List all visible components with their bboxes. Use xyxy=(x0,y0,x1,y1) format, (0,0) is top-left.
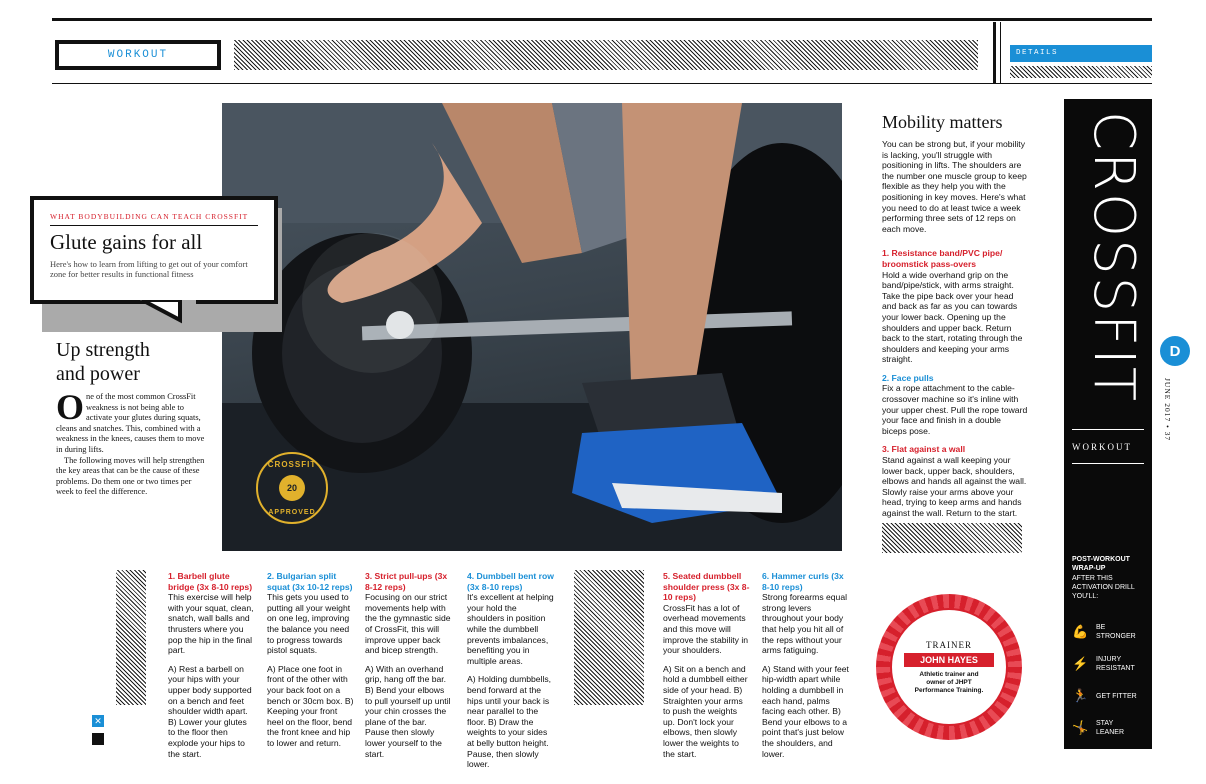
sidebar xyxy=(1064,99,1152,749)
lean-figure-icon: 🤸 xyxy=(1072,720,1089,735)
trainer-label: TRAINER xyxy=(926,640,972,650)
benefit-item xyxy=(1072,680,1148,712)
details-label: DETAILS xyxy=(1010,45,1152,62)
exercise-title: 2. Bulgarian split squat (3x 10-12 reps) xyxy=(267,571,353,592)
exercise-2 xyxy=(267,571,355,757)
exercise-steps: A) Sit on a bench and hold a dumbbell either side of your head. B) Straighten your arms to push the weights up. Don't lock your elbows, then slowly lower the weights to the start. xyxy=(663,663,748,759)
feature-title: Glute gains for all xyxy=(50,230,203,254)
feature-deck: Here's how to learn from lifting to get out of your comfort zone for better results in functional fitness xyxy=(50,259,248,279)
sidebar-big-title: CROSSFIT xyxy=(1081,111,1146,404)
crossfit-approved-badge xyxy=(256,452,328,524)
exercise-steps: A) With an overhand grip, hang off the bar. B) Bend your elbows to pull yourself up until your chin crosses the plane of the bar. Pause then slowly lower yourself to the start. xyxy=(365,663,451,759)
badge-number: 20 xyxy=(286,483,297,493)
close-icon: ✕ xyxy=(92,715,104,727)
mobility-item-body: Fix a rope attachment to the cable-crossover machine so it's inline with your upper chest. Pull the rope toward your face and finish in a double biceps pose. xyxy=(882,383,1028,436)
exercise-5 xyxy=(663,571,751,767)
exercise-steps: A) Holding dumbbells, bend forward at the hips until your back is near parallel to the floor. B) Draw the weights to your sides at belly button height. Pause, then slowly lower. xyxy=(467,674,552,770)
exercise-title: 3. Strict pull-ups (3x 8-12 reps) xyxy=(365,571,448,592)
speech-pointer xyxy=(140,300,200,328)
wrapup-title: POST-WORKOUT WRAP-UP xyxy=(1072,556,1130,572)
exercise-title: 6. Hammer curls (3x 8-10 reps) xyxy=(762,571,844,592)
trainer-seal xyxy=(876,594,1022,740)
benefit-item xyxy=(1072,712,1148,744)
exercise-3 xyxy=(365,571,453,767)
exercise-pattern xyxy=(116,570,146,705)
header-bottom-rule xyxy=(52,83,1152,84)
benefit-text: GET FITTER xyxy=(1096,692,1137,700)
kettlebell-icon xyxy=(279,475,305,501)
wrapup-subtitle: AFTER THIS ACTIVATION DRILL YOU'LL: xyxy=(1072,575,1135,600)
exercise-intro: CrossFit has a lot of overhead movements and this move will improve the stability in your shoulders. xyxy=(663,602,749,656)
exercise-steps: A) Place one foot in front of the other with your back foot on a bench or 30cm box. B) Keeping your front heel on the floor, bend the front knee and hip to lower and return. xyxy=(267,663,354,748)
sidebar-section: WORKOUT xyxy=(1072,442,1132,452)
badge-top-text: CROSSFIT xyxy=(267,460,317,469)
exercise-intro: This gets you used to putting all your weight on one leg, improving the balance you need to progress towards pistol squats. xyxy=(267,592,351,656)
header-divider xyxy=(993,22,996,84)
exercise-pattern-center xyxy=(574,570,644,705)
intro-paragraph: ne of the most common CrossFit weakness is not being able to activate your glutes during squats, cleans and snatches. This, combined with a weakness in the knees, causes them to move in during lifts. xyxy=(56,392,205,454)
trainer-name: JOHN HAYES xyxy=(904,653,994,667)
benefit-text: BE STRONGER xyxy=(1096,624,1136,640)
mobility-item-title: 3. Flat against a wall xyxy=(882,444,966,455)
trainer-bio: Athletic trainer and owner of JHPT Performance Training. xyxy=(914,671,984,694)
benefit-text: STAY LEANER xyxy=(1096,720,1125,736)
exercise-1 xyxy=(168,571,256,767)
exercise-6 xyxy=(762,571,852,767)
details-pattern xyxy=(1010,66,1152,78)
exercise-steps: A) Rest a barbell on your hips with your upper body supported on a bench and feet shoulder width apart. B) Lower your glutes to the floor then explode your hips to the start. xyxy=(168,663,252,759)
section-tab xyxy=(55,40,221,70)
exercise-title: 5. Seated dumbbell shoulder press (3x 8-10 reps) xyxy=(663,571,750,603)
mobility-title: Mobility matters xyxy=(882,112,1003,132)
mobility-pattern xyxy=(882,523,1022,553)
benefit-item xyxy=(1072,648,1148,680)
intro-paragraph-2: The following moves will help strengthen the key areas that can be the cause of these problems. Do them one or two times per week to feel the difference. xyxy=(56,455,205,497)
top-rule xyxy=(52,18,1152,21)
benefit-item xyxy=(1072,616,1148,648)
exercise-intro: This exercise will help with your squat, clean, snatch, wall balls and thrusters where you pop the hip in the final part. xyxy=(168,592,254,656)
lightning-icon: ⚡ xyxy=(1072,656,1089,671)
mobility-item-title: 2. Face pulls xyxy=(882,372,934,383)
exercise-steps: A) Stand with your feet hip-width apart while holding a dumbbell in each hand, palms facing each other. B) Bend your elbows to a point that's just below the shoulders, and lower. xyxy=(762,663,849,759)
mobility-section xyxy=(882,112,1028,519)
mobility-intro: You can be strong but, if your mobility is lacking, you'll struggle with positioning in lifts. The shoulders are the number one muscle group to keep flexible as they help you with the positioning in key moves. Here's what you need to do at least twice a week performing three sets of 12 reps on each move. xyxy=(882,139,1027,234)
benefit-text: INJURY RESISTANT xyxy=(1096,656,1135,672)
mobility-item-body: Hold a wide overhand grip on the band/pipe/stick, with arms straight. Take the pipe back over your head and back as far as you can towards your lower back. Opening up the shoulders and upper back. Return back to the start, rotating through the shoulders and keeping your arms straight. xyxy=(882,269,1023,365)
feature-kicker: WHAT BODYBUILDING CAN TEACH CROSSFIT xyxy=(50,212,258,226)
exercise-4 xyxy=(467,571,555,778)
intro-body xyxy=(56,387,206,498)
header-pattern xyxy=(234,40,978,70)
exercise-title: 1. Barbell glute bridge (3x 8-10 reps) xyxy=(168,571,253,592)
intro-heading: Up strength and power xyxy=(56,339,150,385)
benefit-list xyxy=(1072,616,1148,744)
exercise-intro: Strong forearms equal strong levers throughout your body that help you hit all of the reps without your arms fatiguing. xyxy=(762,592,848,656)
badge-bottom-text: APPROVED xyxy=(268,509,316,516)
exercise-title: 4. Dumbbell bent row (3x 8-10 reps) xyxy=(467,571,554,592)
exercise-intro: Focusing on our strict movements help with the the gymnastic side of CrossFit, this will improve upper back and bicep strength. xyxy=(365,592,451,656)
mobility-item-title: 1. Resistance band/PVC pipe/ broomstick pass-overs xyxy=(882,248,1003,269)
end-square-icon xyxy=(92,733,104,745)
folio-text: JUNE 2017 • 37 xyxy=(1163,378,1172,442)
drop-cap: O xyxy=(56,387,85,427)
feature-title-box xyxy=(30,196,278,304)
exercise-intro: It's excellent at helping your hold the shoulders in position while the dumbbell prevents imbalances, benefiting you in multiple areas. xyxy=(467,592,554,666)
section-label: WORKOUT xyxy=(107,49,169,61)
mobility-item-body: Stand against a wall keeping your lower back, upper back, shoulders, elbows and hands all against the wall. Slowly raise your arms above your head, trying to keep arms and hands against the wall. Return to the start. xyxy=(882,455,1027,518)
runner-icon: 🏃 xyxy=(1072,688,1089,703)
muscle-icon: 💪 xyxy=(1072,624,1089,639)
folio-logo: D xyxy=(1160,336,1190,366)
